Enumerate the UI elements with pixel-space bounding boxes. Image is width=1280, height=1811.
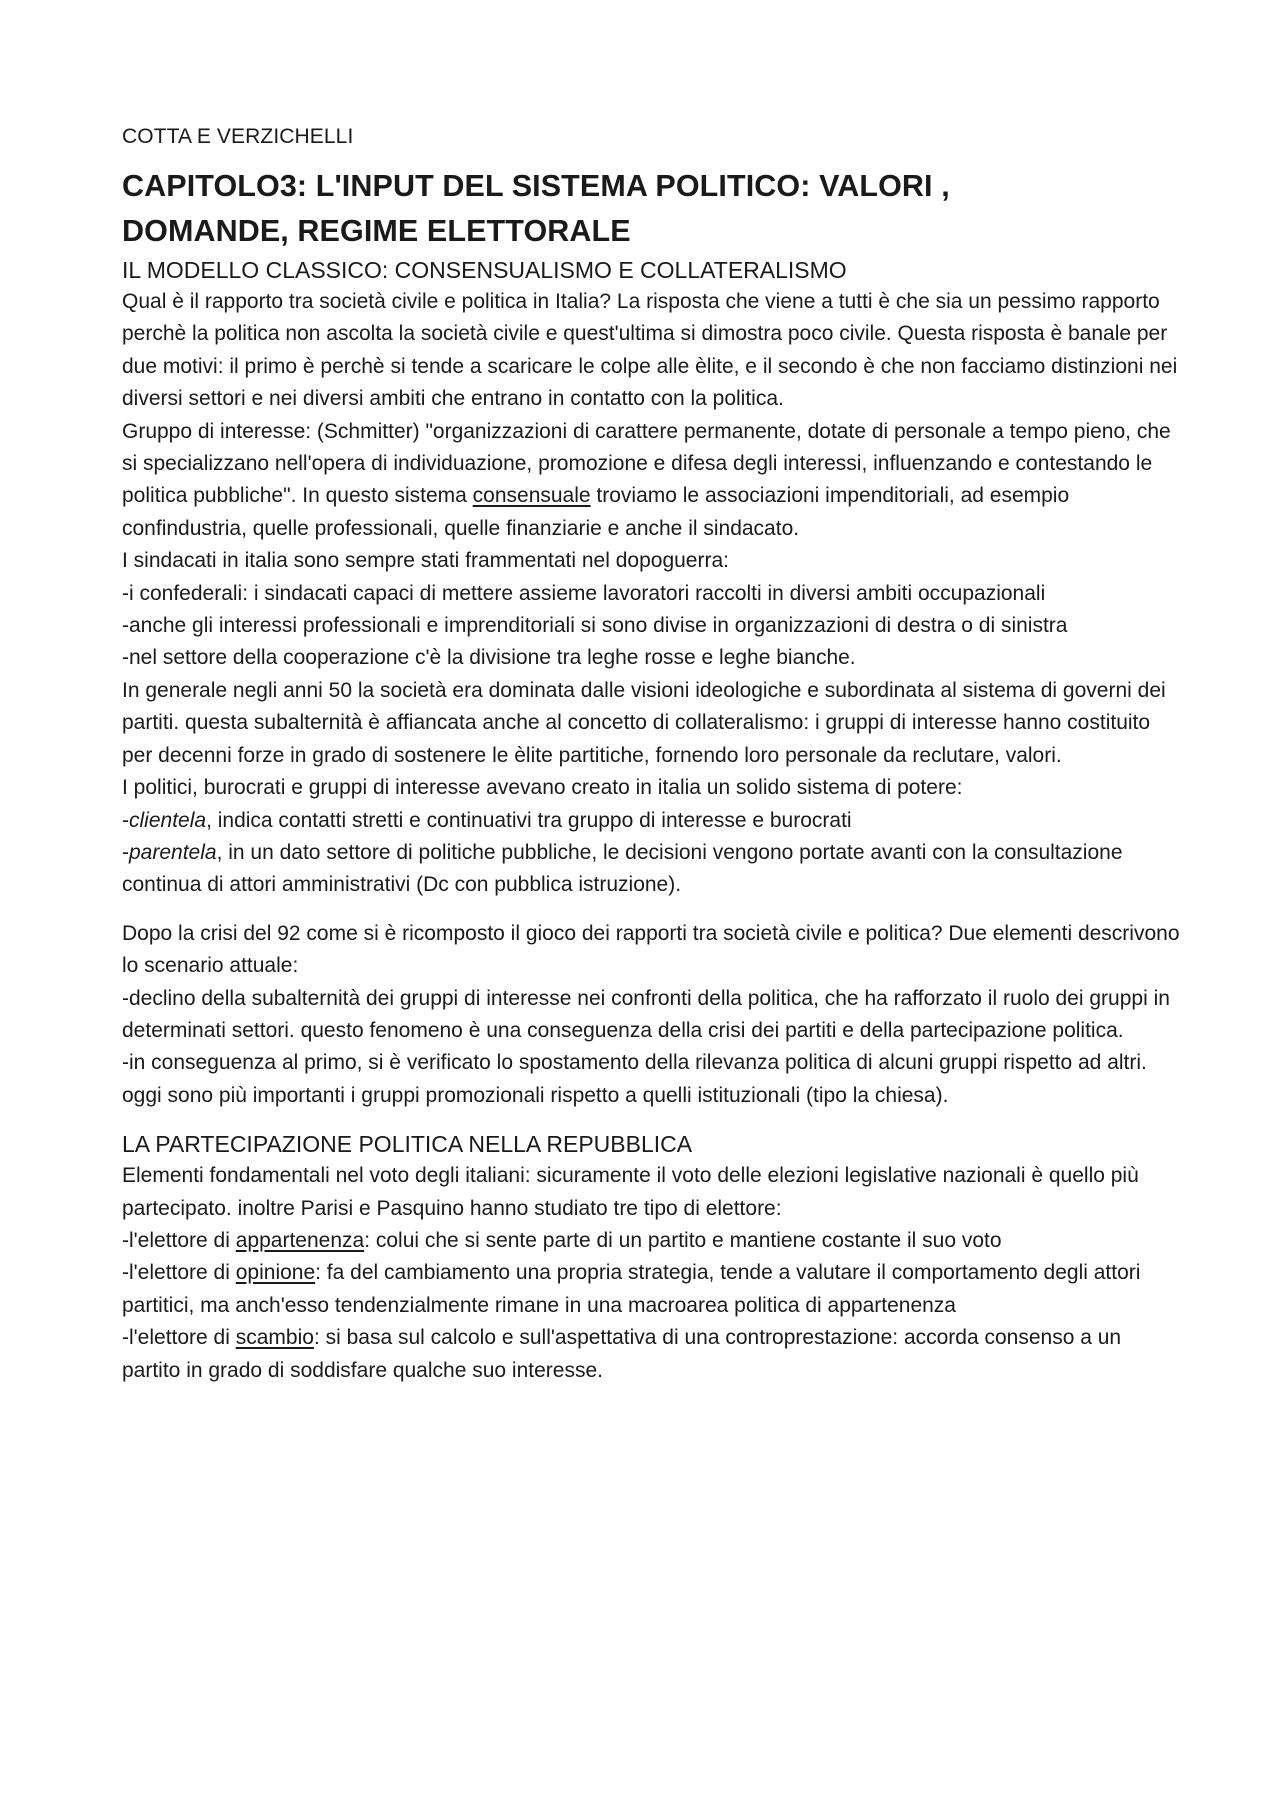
- opinione-text-after: : fa del cambiamento una propria strategia, tende a valutare il comportamento degli attori partitici, ma anch'esso tendenzialmente rimane in una macroarea politica di appartenenza: [122, 1261, 1141, 1317]
- opinione-text-before: -l'elettore di: [122, 1261, 236, 1285]
- list-item-conseguenza: -in conseguenza al primo, si è verificato lo spostamento della rilevanza politica di alcuni gruppi rispetto ad altri. oggi sono più importanti i gruppi promozionali rispetto a quelli istituzionali (tipo la chiesa).: [122, 1051, 1147, 1107]
- chapter-title: [122, 164, 1182, 254]
- underlined-term-scambio: scambio: [235, 1326, 314, 1350]
- italic-term-clientela: clientela: [129, 808, 207, 832]
- underlined-term-consensuale: consensuale: [472, 484, 591, 508]
- list-item-opinione: [122, 1257, 1182, 1322]
- document-page: [122, 122, 1182, 1387]
- paragraph-gruppo-text-before: Gruppo di interesse: (Schmitter) "organizzazioni di carattere permanente, dotate di personale a tempo pieno, che si specializzano nell'opera di individuazione, promozione e difesa degli interessi, influenzando e contestando le politica pubbliche". In questo sistema: [122, 419, 1171, 508]
- author-line: COTTA E VERZICHELLI: [122, 125, 354, 148]
- list-item-scambio: [122, 1322, 1182, 1387]
- section-title-modello-classico: IL MODELLO CLASSICO: CONSENSUALISMO E COLLATERALISMO: [122, 257, 847, 283]
- underlined-term-opinione: opinione: [235, 1261, 316, 1285]
- paragraph-crisi-92: Dopo la crisi del 92 come si è ricomposto il gioco dei rapporti tra società civile e politica? Due elementi descrivono lo scenario attuale:: [122, 921, 1180, 978]
- list-item-cooperazione: -nel settore della cooperazione c'è la divisione tra leghe rosse e leghe bianche.: [122, 646, 856, 670]
- list-item-parentela: [122, 837, 1182, 902]
- scambio-text-before: -l'elettore di: [122, 1326, 236, 1350]
- paragraph-gruppo-text-after: troviamo le associazioni impenditoriali, ad esempio confindustria, quelle professionali, quelle finanziarie e anche il sindacato.: [122, 484, 1070, 540]
- chapter-title-line-1: CAPITOLO3: L'INPUT DEL SISTEMA POLITICO: VALORI ,: [122, 169, 950, 203]
- paragraph-question: Qual è il rapporto tra società civile e politica in Italia? La risposta che viene a tutti è che sia un pessimo rapporto perchè la politica non ascolta la società civile e quest'ultima si dimostra poco civile. Questa risposta è banale per due motivi: il primo è perchè si tende a scaricare le colpe alle èlite, e il secondo è che non facciamo distinzioni nei diversi settori e nei diversi ambiti che entrano in contatto con la politica.: [122, 290, 1178, 411]
- clientela-dash: -: [122, 808, 129, 832]
- paragraph-gruppo-interesse: [122, 416, 1182, 546]
- paragraph-anni-50: In generale negli anni 50 la società era dominata dalle visioni ideologiche e subordinata al sistema di governi dei partiti. questa subalternità è affiancata anche al concetto di collateralismo: i gruppi di interesse hanno costituito per decenni forze in grado di sostenere le èlite partitiche, fornendo loro personale da reclutare, valori.: [122, 678, 1166, 767]
- clientela-text: , indica contatti stretti e continuativi tra gruppo di interesse e burocrati: [206, 808, 852, 832]
- list-item-appartenenza: [122, 1225, 1182, 1257]
- list-item-professionali: -anche gli interessi professionali e imprenditoriali si sono divise in organizzazioni di destra o di sinistra: [122, 614, 1068, 638]
- list-item-declino: -declino della subalternità dei gruppi di interesse nei confronti della politica, che ha rafforzato il ruolo dei gruppi in determinati settori. questo fenomeno è una conseguenza della crisi dei partiti e della partecipazione politica.: [122, 986, 1170, 1042]
- chapter-title-line-2: DOMANDE, REGIME ELETTORALE: [122, 214, 631, 248]
- underlined-term-appartenenza: appartenenza: [235, 1228, 365, 1252]
- italic-term-parentela: parentela: [129, 840, 217, 864]
- appartenenza-text-before: -l'elettore di: [122, 1228, 236, 1252]
- list-item-confederali: -i confederali: i sindacati capaci di mettere assieme lavoratori raccolti in diversi ambiti occupazionali: [122, 581, 1046, 605]
- paragraph-politici: I politici, burocrati e gruppi di interesse avevano creato in italia un solido sistema di potere:: [122, 776, 963, 800]
- appartenenza-text-after: : colui che si sente parte di un partito e mantiene costante il suo voto: [364, 1228, 1002, 1252]
- paragraph-sindacati: I sindacati in italia sono sempre stati frammentati nel dopoguerra:: [122, 549, 729, 573]
- paragraph-elementi: Elementi fondamentali nel voto degli italiani: sicuramente il voto delle elezioni legislative nazionali è quello più partecipato. inoltre Parisi e Pasquino hanno studiato tre tipo di elettore:: [122, 1164, 1139, 1220]
- list-item-clientela: [122, 805, 1182, 837]
- parentela-dash: -: [122, 840, 129, 864]
- section-title-partecipazione: LA PARTECIPAZIONE POLITICA NELLA REPUBBLICA: [122, 1131, 693, 1158]
- parentela-text: , in un dato settore di politiche pubbliche, le decisioni vengono portate avanti con la consultazione continua di attori amministrativi (Dc con pubblica istruzione).: [122, 840, 1123, 897]
- scambio-text-after: : si basa sul calcolo e sull'aspettativa di una controprestazione: accorda consenso a un partito in grado di soddisfare qualche suo interesse.: [122, 1326, 1122, 1382]
